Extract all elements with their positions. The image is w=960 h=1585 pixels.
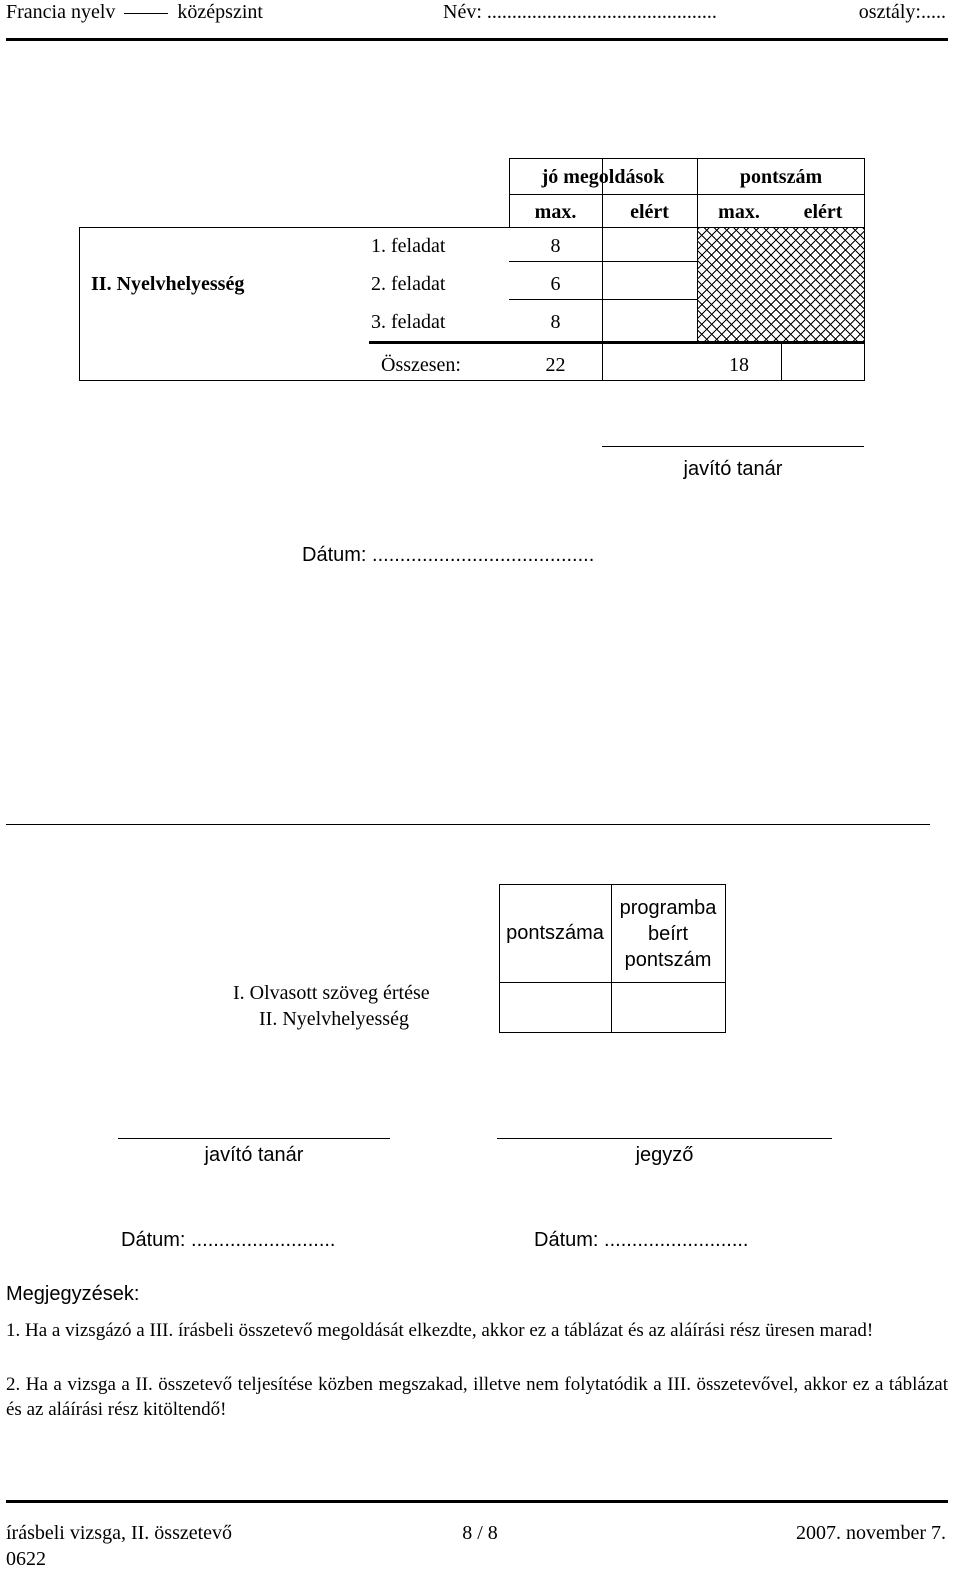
score-table	[79, 158, 865, 381]
summary-col-entered	[611, 895, 725, 973]
notes-line-2: 2. Ha a vizsga a II. összetevő teljesítése közben megszakad, illetve nem folytatódik a III. összetevővel, akkor ez a táblázat és az aláírási rész kitöltendő!	[6, 1374, 948, 1420]
task-max-2: 6	[550, 273, 561, 295]
sub-elert-2: elért	[803, 201, 843, 223]
summary-col-entered-line-2: beírt	[647, 923, 689, 945]
footer-code: 0622	[6, 1548, 46, 1570]
signature-date-left: Dátum: ..........................	[121, 1229, 336, 1251]
notes-title: Megjegyzések:	[6, 1283, 140, 1305]
signature-date-right: Dátum: ..........................	[534, 1229, 749, 1251]
summary-col-points: pontszáma	[506, 922, 604, 944]
signature-line-left	[118, 1138, 390, 1139]
header-subject-a: Francia nyelv	[6, 1, 116, 23]
summary-row-grammar: II. Nyelvhelyesség	[259, 1008, 409, 1030]
total-max: 22	[545, 354, 566, 376]
summary-col-entered-line-3: pontszám	[624, 949, 712, 971]
sub-max-1: max.	[534, 201, 577, 223]
total-label: Összesen:	[381, 354, 461, 376]
sub-max-2: max.	[718, 201, 760, 223]
summary-table	[227, 884, 726, 1033]
task-label-2: 2. feladat	[371, 273, 446, 295]
task-label-3: 3. feladat	[371, 311, 446, 333]
task-label-1: 1. feladat	[371, 235, 446, 257]
footer-rule	[6, 1500, 948, 1503]
header-name-field: Név: ..............................................	[443, 1, 717, 23]
signature-line-1	[602, 446, 864, 447]
group-good-solutions: jó megoldások	[541, 166, 665, 188]
header-subject-b: középszint	[177, 1, 263, 23]
hatched-cell	[698, 228, 864, 341]
notes-line-1: 1. Ha a vizsgázó a III. írásbeli összetevő megoldását elkezdte, akkor ez a táblázat és az aláírási rész üresen marad!	[6, 1320, 874, 1341]
sub-elert-1: elért	[630, 201, 669, 223]
footer-date: 2007. november 7.	[796, 1522, 946, 1544]
header-class-field: osztály:.....	[858, 1, 946, 23]
footer-left: írásbeli vizsga, II. összetevő	[6, 1522, 233, 1544]
signature-role-left: javító tanár	[204, 1144, 304, 1166]
signature-role-right: jegyző	[635, 1144, 694, 1166]
signature-role-1: javító tanár	[683, 458, 783, 480]
summary-row-reading: I. Olvasott szöveg értése	[233, 982, 430, 1004]
section-label: II. Nyelvhelyesség	[91, 273, 245, 295]
summary-col-entered-line-1: programba	[619, 897, 717, 919]
signature-date-1: Dátum: ........................................	[302, 544, 595, 566]
header-rule	[6, 38, 948, 41]
header-subject	[6, 0, 306, 24]
task-max-1: 8	[550, 235, 561, 257]
task-max-3: 8	[550, 311, 561, 333]
section-divider	[6, 824, 930, 825]
signature-line-right	[497, 1138, 832, 1139]
footer-page: 8 / 8	[462, 1522, 498, 1544]
group-points: pontszám	[739, 166, 823, 188]
total-points-max: 18	[729, 354, 749, 376]
